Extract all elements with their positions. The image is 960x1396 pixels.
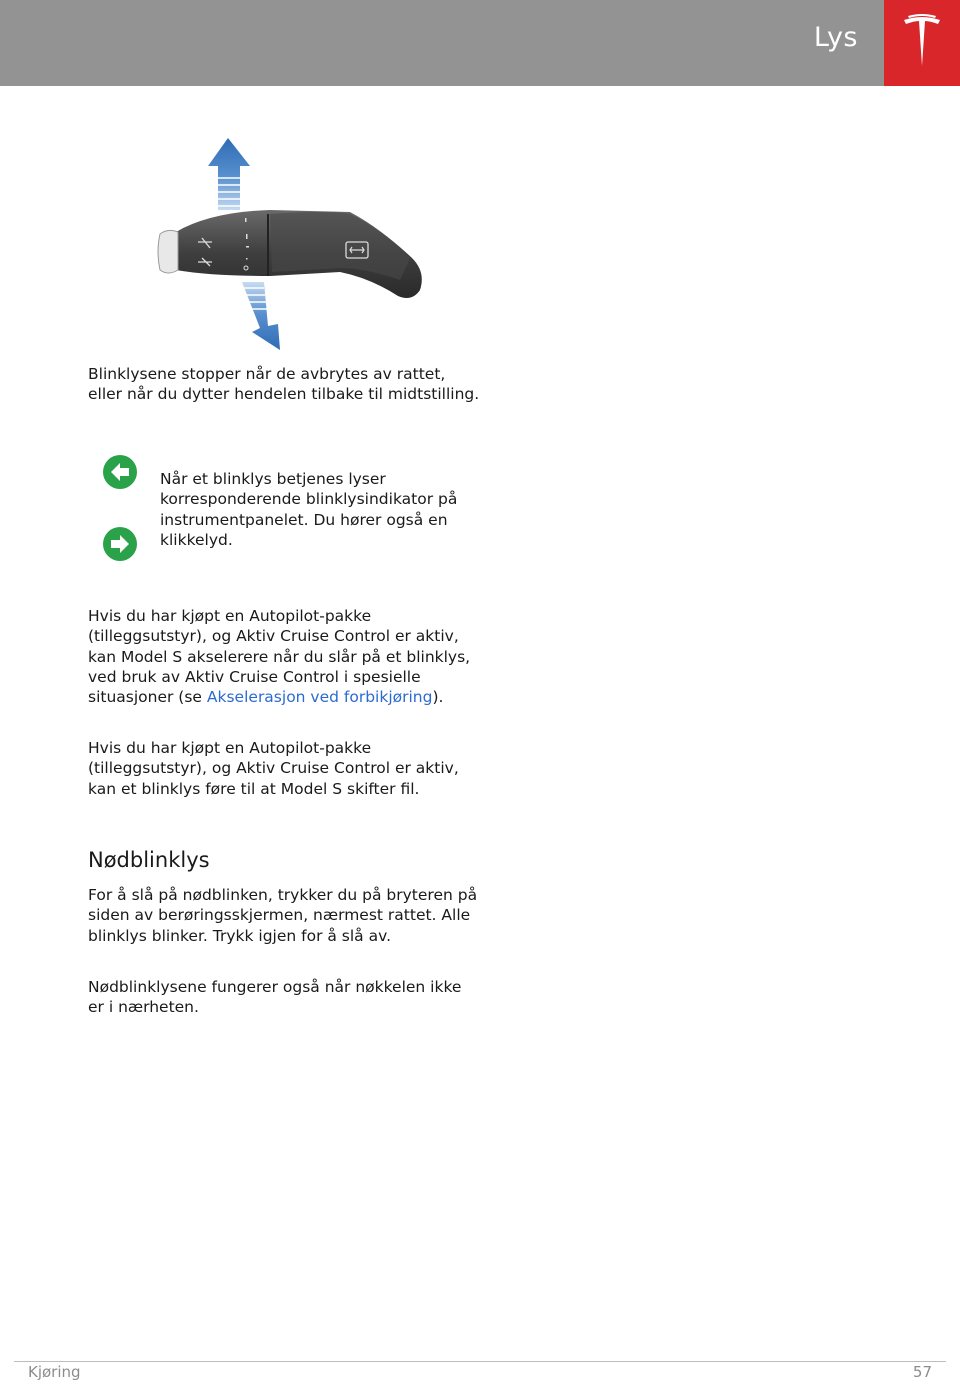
page-number: 57 <box>912 1363 932 1381</box>
paragraph-2-end: ). <box>432 688 444 707</box>
acceleration-overtaking-link[interactable]: Akselerasjon ved forbikjøring <box>206 688 433 707</box>
paragraph-1: Blinklysene stopper når de avbrytes av rattet, eller når du dytter hendelen tilbake til midtstilling. <box>88 365 480 404</box>
page-title: Lys <box>813 22 858 53</box>
paragraph-3: Hvis du har kjøpt en Autopilot-pakke (tilleggsutstyr), og Aktiv Cruise Control er aktiv, kan et blinklys føre til at Model S skifter fil. <box>88 739 459 798</box>
arrow-right-icon <box>102 526 138 562</box>
brand-logo <box>884 0 960 86</box>
indicator-text: Når et blinklys betjenes lyser korresponderende blinklysindikator på instrumentpanelet. Du hører også en klikkelyd. <box>160 470 458 549</box>
paragraph-2-text: Hvis du har kjøpt en Autopilot-pakke (tilleggsutstyr), og Aktiv Cruise Control er aktiv, kan Model S akselerere når du slår på et blinklys, ved bruk av Aktiv Cruise Control i spesielle situasjoner (se <box>88 607 471 707</box>
header-bar <box>0 0 884 86</box>
up-arrow <box>208 138 250 210</box>
footer-section: Kjøring <box>28 1363 81 1381</box>
section-title: Nødblinklys <box>88 848 210 872</box>
down-arrow <box>242 282 280 350</box>
paragraph-4: For å slå på nødblinken, trykker du på bryteren på siden av berøringsskjermen, nærmest rattet. Alle blinklys blinker. Trykk igjen for å slå av. <box>88 886 478 945</box>
paragraph-5: Nødblinklysene fungerer også når nøkkelen ikke er i nærheten. <box>88 978 462 1017</box>
tesla-logo-icon <box>902 14 942 66</box>
turn-signal-stalk-illustration <box>150 130 440 355</box>
footer-divider <box>14 1361 946 1362</box>
paragraph-2 <box>88 606 480 707</box>
arrow-left-icon <box>102 454 138 490</box>
